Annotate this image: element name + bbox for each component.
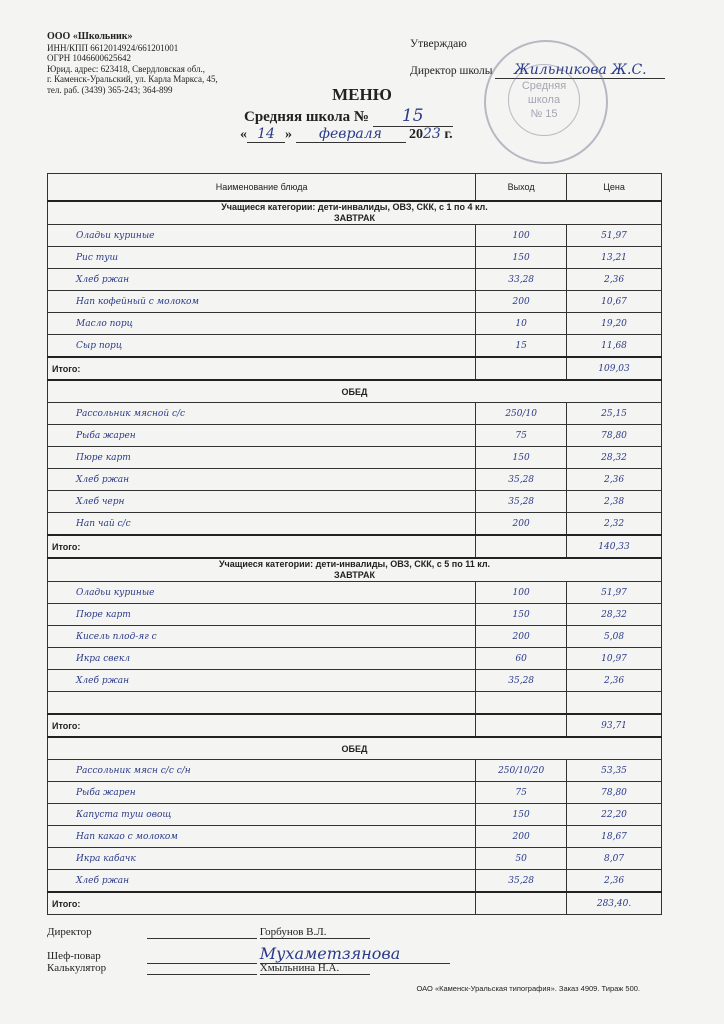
- dish-name: Рассольник мясной с/с: [48, 403, 476, 425]
- table-row: [48, 848, 662, 870]
- table-row: [48, 692, 662, 715]
- date-year-suffix-g: г.: [444, 127, 453, 142]
- dish-price: 2,38: [567, 491, 662, 513]
- header-output: Выход: [476, 174, 567, 202]
- dish-name: Нап какао с молоком: [48, 826, 476, 848]
- dish-output: 75: [476, 425, 567, 447]
- org-inn: ИНН/КПП 6612014924/661201001: [47, 42, 179, 53]
- table-row: [48, 626, 662, 648]
- dish-price: 78,80: [567, 782, 662, 804]
- table-row: [48, 604, 662, 626]
- dish-price: 18,67: [567, 826, 662, 848]
- lunch-2-total: 283,40.: [567, 892, 662, 915]
- breakfast-1-total: 109,03: [567, 357, 662, 380]
- dish-price: 51,97: [567, 225, 662, 247]
- table-row: [48, 447, 662, 469]
- dish-price: 8,07: [567, 848, 662, 870]
- org-address-2: г. Каменск-Уральский, ул. Карла Маркса, 45,: [47, 74, 218, 85]
- dish-price: 22,20: [567, 804, 662, 826]
- approval-label: Утверждаю: [410, 38, 467, 50]
- dish-name: Рыба жарен: [48, 425, 476, 447]
- dish-price: 2,36: [567, 670, 662, 692]
- signature-calc-label: Калькулятор: [47, 962, 107, 974]
- total-label: Итого:: [48, 535, 476, 558]
- dish-output: 35,28: [476, 670, 567, 692]
- dish-name: Хлеб ржан: [48, 269, 476, 291]
- table-row: [48, 670, 662, 692]
- dish-price: 2,36: [567, 469, 662, 491]
- category-2: [48, 558, 662, 582]
- signature-chef-label: Шеф-повар: [47, 950, 101, 962]
- category-row: [48, 558, 662, 582]
- dish-name: Пюре карт: [48, 604, 476, 626]
- meal-row: [48, 737, 662, 760]
- category-2-meal: ЗАВТРАК: [334, 570, 375, 580]
- dish-name: Хлеб ржан: [48, 469, 476, 491]
- dish-output: 150: [476, 804, 567, 826]
- signature-line: [147, 928, 257, 939]
- total-label: Итого:: [48, 892, 476, 915]
- dish-price: 13,21: [567, 247, 662, 269]
- dish-output: 10: [476, 313, 567, 335]
- date-quote-close: »: [285, 127, 292, 142]
- org-phone: тел. раб. (3439) 365-243; 364-899: [47, 84, 173, 95]
- dish-price: 28,32: [567, 604, 662, 626]
- meal-row: [48, 380, 662, 403]
- dish-price: 5,08: [567, 626, 662, 648]
- menu-table: [47, 173, 662, 915]
- lunch-1-label: ОБЕД: [48, 380, 662, 403]
- header-price: Цена: [567, 174, 662, 202]
- total-row: [48, 357, 662, 380]
- dish-price: 78,80: [567, 425, 662, 447]
- dish-output: 15: [476, 335, 567, 358]
- category-2-title: Учащиеся категории: дети-инвалиды, ОВЗ, СКК, с 5 по 11 кл.: [218, 559, 491, 569]
- date-year-suffix: 23: [423, 126, 441, 142]
- table-row: [48, 648, 662, 670]
- dish-output: 35,28: [476, 870, 567, 893]
- dish-name: Икра кабачк: [48, 848, 476, 870]
- table-row: [48, 291, 662, 313]
- dish-name: Оладьи куриные: [48, 225, 476, 247]
- org-address-1: Юрид. адрес: 623418, Свердловская обл.,: [47, 63, 205, 74]
- table-row: [48, 313, 662, 335]
- total-row: [48, 892, 662, 915]
- signature-line: [147, 964, 257, 975]
- category-1: [48, 201, 662, 225]
- dish-output: 200: [476, 826, 567, 848]
- signature-calculator: [47, 962, 370, 975]
- dish-output: 250/10: [476, 403, 567, 425]
- dish-name: Кисель плод-яг с: [48, 626, 476, 648]
- school-line: [244, 106, 453, 127]
- dish-name: Нап чай с/с: [48, 513, 476, 536]
- table-row: [48, 760, 662, 782]
- dish-output: 200: [476, 513, 567, 536]
- table-row: [48, 804, 662, 826]
- signature-director-name: Горбунов В.Л.: [260, 926, 370, 939]
- signature-director-label: Директор: [47, 926, 92, 938]
- table-header: [48, 174, 662, 202]
- page-title: МЕНЮ: [332, 85, 392, 104]
- signature-calc-name: Хмыльнина Н.А.: [260, 962, 370, 975]
- stamp-text-1: Средняя: [521, 80, 567, 92]
- date-day: 14: [247, 126, 285, 143]
- dish-name: Капуста туш овощ: [48, 804, 476, 826]
- dish-name: Масло порц: [48, 313, 476, 335]
- total-output: [476, 357, 567, 380]
- total-output: [476, 714, 567, 737]
- dish-output: 200: [476, 291, 567, 313]
- date-month: февраля: [296, 126, 406, 143]
- signature-chef: [47, 944, 450, 964]
- table-row: [48, 513, 662, 536]
- dish-price: [567, 692, 662, 715]
- total-row: [48, 535, 662, 558]
- dish-output: 75: [476, 782, 567, 804]
- dish-name: Сыр порц: [48, 335, 476, 358]
- dish-price: 25,15: [567, 403, 662, 425]
- total-output: [476, 892, 567, 915]
- dish-name: Пюре карт: [48, 447, 476, 469]
- table-row: [48, 269, 662, 291]
- dish-output: [476, 692, 567, 715]
- dish-price: 28,32: [567, 447, 662, 469]
- table-row: [48, 826, 662, 848]
- table-row: [48, 582, 662, 604]
- dish-output: 33,28: [476, 269, 567, 291]
- signature-chef-name: Мухаметзянова: [260, 944, 450, 964]
- date-year-prefix: 20: [409, 127, 423, 142]
- dish-output: 100: [476, 225, 567, 247]
- dish-price: 10,67: [567, 291, 662, 313]
- dish-name: Рыба жарен: [48, 782, 476, 804]
- dish-output: 35,28: [476, 491, 567, 513]
- dish-name: Рис туш: [48, 247, 476, 269]
- lunch-2-rows: [48, 760, 662, 893]
- dish-output: 200: [476, 626, 567, 648]
- signature-director: [47, 926, 370, 939]
- dish-name: Хлеб черн: [48, 491, 476, 513]
- breakfast-1-rows: [48, 225, 662, 358]
- school-number: 15: [373, 106, 453, 127]
- dish-price: 2,36: [567, 269, 662, 291]
- org-ogrn: ОГРН 1046600625642: [47, 53, 131, 64]
- lunch-1-total: 140,33: [567, 535, 662, 558]
- table-row: [48, 225, 662, 247]
- dish-name: Оладьи куриные: [48, 582, 476, 604]
- table-row: [48, 425, 662, 447]
- stamp-text-2: школа: [527, 94, 561, 106]
- org-name: ООО «Школьник»: [47, 31, 133, 42]
- total-label: Итого:: [48, 357, 476, 380]
- table-row: [48, 870, 662, 893]
- date-line: [240, 126, 453, 143]
- director-school-label: Директор школы: [410, 65, 493, 77]
- dish-output: 35,28: [476, 469, 567, 491]
- header-name: Наименование блюда: [48, 174, 476, 202]
- dish-output: 100: [476, 582, 567, 604]
- total-row: [48, 714, 662, 737]
- dish-output: 250/10/20: [476, 760, 567, 782]
- stamp-text-3: № 15: [530, 108, 558, 120]
- dish-name: Рассольник мясн с/с с/н: [48, 760, 476, 782]
- lunch-1-rows: [48, 403, 662, 536]
- table-row: [48, 782, 662, 804]
- dish-output: 60: [476, 648, 567, 670]
- dish-name: Хлеб ржан: [48, 870, 476, 893]
- dish-name: Икра свекл: [48, 648, 476, 670]
- category-row: [48, 201, 662, 225]
- total-label: Итого:: [48, 714, 476, 737]
- dish-name: [48, 692, 476, 715]
- breakfast-2-rows: [48, 582, 662, 715]
- category-1-title: Учащиеся категории: дети-инвалиды, ОВЗ, СКК, с 1 по 4 кл.: [221, 202, 488, 212]
- school-label: Средняя школа №: [244, 109, 369, 125]
- dish-output: 150: [476, 447, 567, 469]
- dish-name: Хлеб ржан: [48, 670, 476, 692]
- table-row: [48, 491, 662, 513]
- dish-price: 19,20: [567, 313, 662, 335]
- dish-price: 53,35: [567, 760, 662, 782]
- dish-output: 150: [476, 247, 567, 269]
- dish-price: 51,97: [567, 582, 662, 604]
- dish-output: 50: [476, 848, 567, 870]
- table-row: [48, 335, 662, 358]
- dish-price: 10,97: [567, 648, 662, 670]
- table-row: [48, 403, 662, 425]
- breakfast-2-total: 93,71: [567, 714, 662, 737]
- table-row: [48, 469, 662, 491]
- date-quote-open: «: [240, 127, 247, 142]
- printer-footer: ОАО «Каменск-Уральская типография». Заказ 4909. Тираж 500.: [416, 984, 640, 993]
- category-1-meal: ЗАВТРАК: [334, 213, 375, 223]
- dish-name: Нап кофейный с молоком: [48, 291, 476, 313]
- dish-price: 2,32: [567, 513, 662, 536]
- director-handwritten-name: Жильникова Ж.С.: [495, 62, 665, 79]
- dish-price: 11,68: [567, 335, 662, 358]
- dish-price: 2,36: [567, 870, 662, 893]
- lunch-2-label: ОБЕД: [48, 737, 662, 760]
- dish-output: 150: [476, 604, 567, 626]
- total-output: [476, 535, 567, 558]
- table-row: [48, 247, 662, 269]
